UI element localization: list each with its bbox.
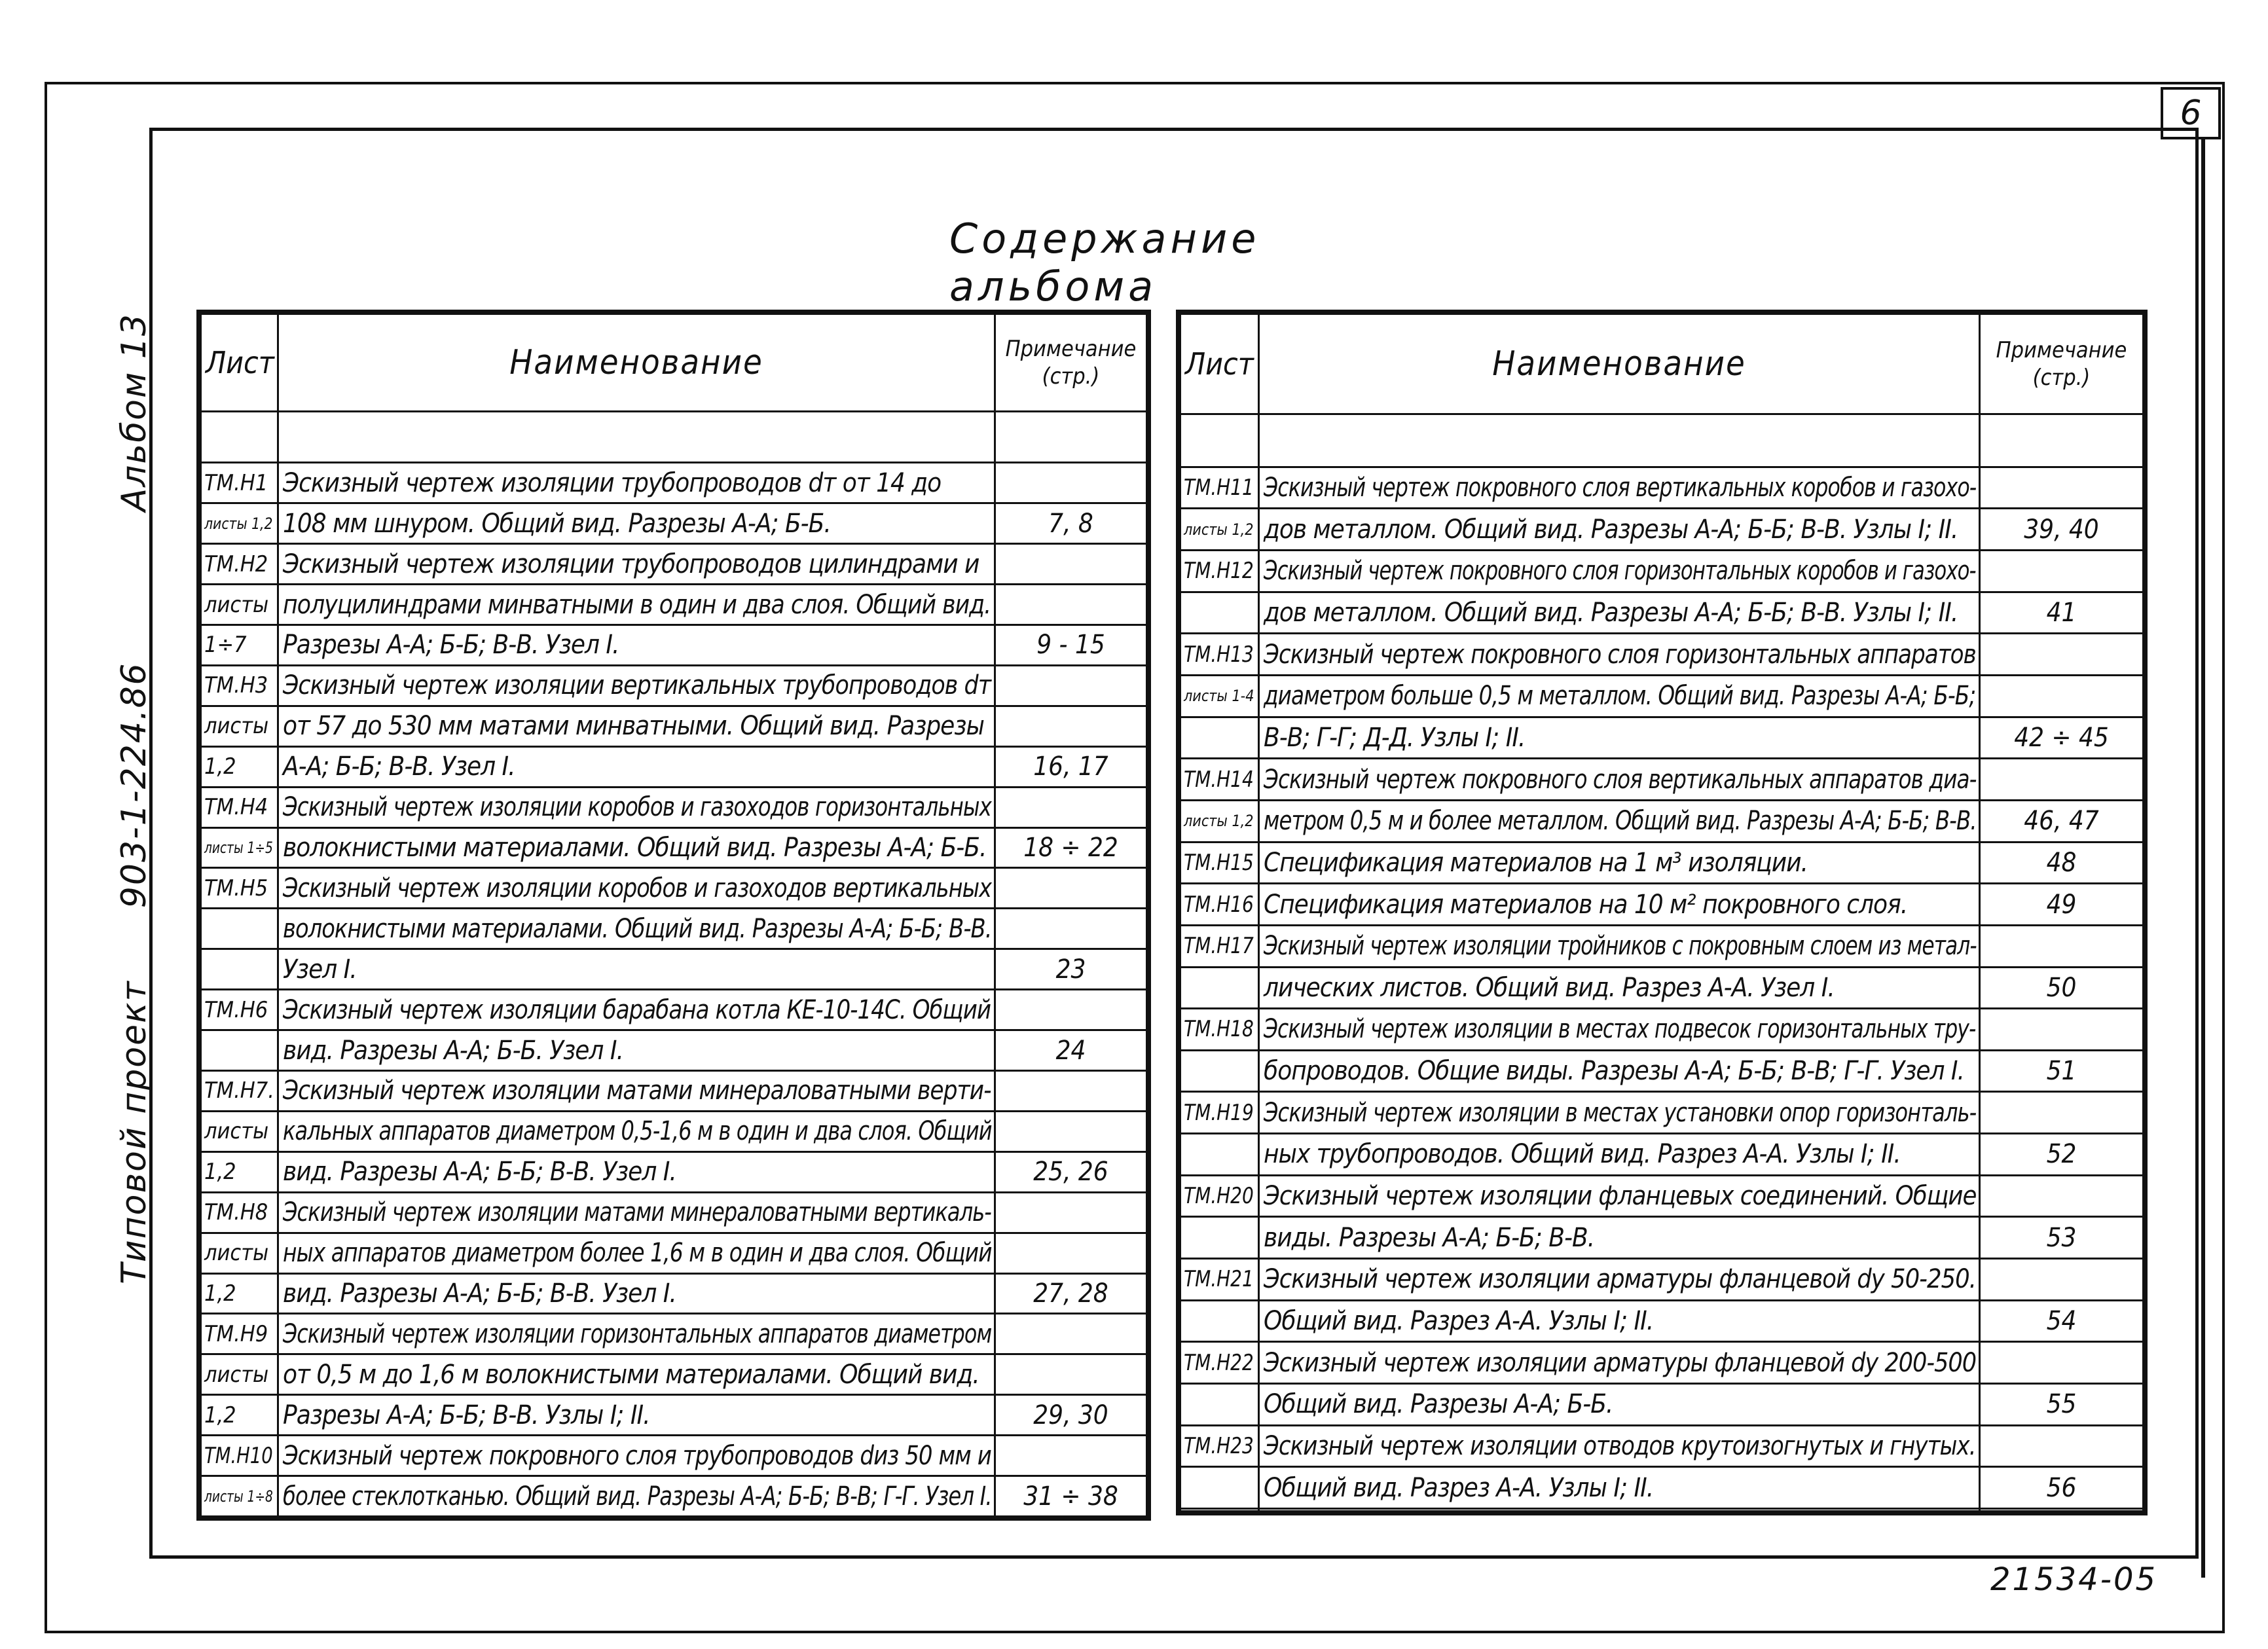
- row-name: ных трубопроводов. Общий вид. Разрез А-А. Узлы I; II.: [1259, 1134, 1980, 1176]
- table-row: [201, 1436, 1147, 1476]
- table-row: [201, 503, 1147, 544]
- row-note: [1980, 1009, 2144, 1051]
- row-name: Эскизный чертеж изоляции барабана котла КЕ-10-14С. Общий: [278, 990, 995, 1030]
- row-name: бопроводов. Общие виды. Разрезы А-А; Б-Б; В-В; Г-Г. Узел I.: [1259, 1050, 1980, 1092]
- table-row: [1180, 1467, 2144, 1509]
- table-row: [1180, 509, 2144, 551]
- row-note: 53: [1980, 1217, 2144, 1259]
- row-note: 9 - 15: [995, 625, 1147, 666]
- row-sheet: ТМ.Н19: [1180, 1092, 1259, 1134]
- row-sheet: 1,2: [201, 1395, 278, 1436]
- row-note: 56: [1980, 1467, 2144, 1509]
- row-name: А-А; Б-Б; В-В. Узел I.: [278, 746, 995, 787]
- table-row: [201, 1071, 1147, 1112]
- row-note: [1980, 1092, 2144, 1134]
- table-row: [1180, 842, 2144, 884]
- row-sheet: ТМ.Н14: [1180, 759, 1259, 801]
- row-sheet: [1180, 1467, 1259, 1509]
- row-sheet: ТМ.Н8: [201, 1192, 278, 1233]
- row-sheet: ТМ.Н5: [201, 868, 278, 909]
- row-name: [1259, 1508, 1980, 1511]
- row-sheet: ТМ.Н12: [1180, 551, 1259, 592]
- row-sheet: ТМ.Н23: [1180, 1425, 1259, 1467]
- table-row: [1180, 1300, 2144, 1342]
- header-note-line2: (стр.): [2032, 365, 2091, 391]
- row-sheet: ТМ.Н1: [201, 463, 278, 503]
- row-name: Эскизный чертеж изоляции коробов и газоходов вертикальных: [278, 868, 995, 909]
- row-name: Общий вид. Разрез А-А. Узлы I; II.: [1259, 1300, 1980, 1342]
- row-sheet: [1180, 1134, 1259, 1176]
- row-note: [1980, 925, 2144, 967]
- row-name: Эскизный чертеж изоляции в местах подвесок горизонтальных тру-: [1259, 1009, 1980, 1051]
- table-row: [1180, 1092, 2144, 1134]
- table-row: [201, 868, 1147, 909]
- row-name: от 57 до 530 мм матами минватными. Общий вид. Разрезы: [278, 706, 995, 746]
- row-sheet: ТМ.Н18: [1180, 1009, 1259, 1051]
- table-row: [1180, 1009, 2144, 1051]
- row-name: Эскизный чертеж покровного слоя трубопроводов dиз 50 мм и: [278, 1436, 995, 1476]
- row-note: [995, 463, 1147, 503]
- row-name: волокнистыми материалами. Общий вид. Разрезы А-А; Б-Б.: [278, 827, 995, 868]
- row-note: 16, 17: [995, 746, 1147, 787]
- row-note: 54: [1980, 1300, 2144, 1342]
- row-sheet: 1,2: [201, 1151, 278, 1192]
- page-number-box: [2161, 87, 2221, 139]
- row-note: 18 ÷ 22: [995, 827, 1147, 868]
- table-row: [1180, 592, 2144, 634]
- row-note: [995, 1111, 1147, 1151]
- table-row: [1180, 1050, 2144, 1092]
- table-row: [201, 787, 1147, 827]
- row-name: вид. Разрезы А-А; Б-Б. Узел I.: [278, 1030, 995, 1071]
- row-sheet: 1,2: [201, 1273, 278, 1314]
- row-name: Эскизный чертеж покровного слоя горизонтальных коробов и газохо-: [1259, 551, 1980, 592]
- row-sheet: [1180, 1508, 1259, 1511]
- row-note: [995, 1071, 1147, 1112]
- project-label: Типовой проект: [115, 980, 154, 1284]
- row-note: [995, 1314, 1147, 1354]
- row-name: Эскизный чертеж покровного слоя вертикальных коробов и газохо-: [1259, 467, 1980, 509]
- row-note: [1980, 467, 2144, 509]
- row-note: [1980, 1258, 2144, 1300]
- table-row: [201, 463, 1147, 503]
- toc-left-grid: [200, 313, 1148, 1517]
- row-note: [1980, 759, 2144, 801]
- header-note-line2: (стр.): [1042, 363, 1100, 390]
- table-row: [201, 1314, 1147, 1354]
- row-note: [1980, 1342, 2144, 1384]
- row-sheet: [1180, 967, 1259, 1009]
- row-note: [995, 1354, 1147, 1395]
- row-sheet: ТМ.Н20: [1180, 1175, 1259, 1217]
- table-row: [1180, 1508, 2144, 1511]
- row-sheet: ТМ.Н22: [1180, 1342, 1259, 1384]
- row-name: диаметром больше 0,5 м металлом. Общий вид. Разрезы А-А; Б-Б;: [1259, 676, 1980, 717]
- row-note: [995, 1436, 1147, 1476]
- row-note: [995, 665, 1147, 706]
- row-sheet: листы 1÷8: [201, 1476, 278, 1517]
- header-sheet: Лист: [201, 314, 278, 412]
- row-sheet: листы: [201, 1111, 278, 1151]
- table-row: [1180, 759, 2144, 801]
- row-name: вид. Разрезы А-А; Б-Б; В-В. Узел I.: [278, 1151, 995, 1192]
- row-sheet: ТМ.Н4: [201, 787, 278, 827]
- row-name: Эскизный чертеж покровного слоя вертикальных аппаратов диа-: [1259, 759, 1980, 801]
- table-row: [1180, 1134, 2144, 1176]
- table-row: [1180, 467, 2144, 509]
- row-note: 52: [1980, 1134, 2144, 1176]
- row-note: 55: [1980, 1383, 2144, 1425]
- row-note: 51: [1980, 1050, 2144, 1092]
- row-sheet: ТМ.Н13: [1180, 634, 1259, 676]
- header-name: Наименование: [1259, 314, 1980, 414]
- row-note: [1980, 1175, 2144, 1217]
- row-name: ных аппаратов диаметром более 1,6 м в один и два слоя. Общий: [278, 1233, 995, 1273]
- row-note: 31 ÷ 38: [995, 1476, 1147, 1517]
- table-row: [201, 1476, 1147, 1517]
- row-sheet: ТМ.Н10: [201, 1436, 278, 1476]
- row-name: Спецификация материалов на 10 м² покровного слоя.: [1259, 884, 1980, 926]
- row-note: [1980, 1425, 2144, 1467]
- row-sheet: [1180, 592, 1259, 634]
- row-sheet: ТМ.Н2: [201, 544, 278, 585]
- row-note: [1980, 1508, 2144, 1511]
- page-title: Содержание альбома: [949, 215, 1260, 310]
- row-name: Эскизный чертеж изоляции матами минераловатными верти-: [278, 1071, 995, 1112]
- row-name: Узел I.: [278, 949, 995, 990]
- row-name: Общий вид. Разрезы А-А; Б-Б.: [1259, 1383, 1980, 1425]
- project-code: 903-1-224.86: [115, 662, 154, 909]
- row-name: Эскизный чертеж изоляции коробов и газоходов горизонтальных: [278, 787, 995, 827]
- row-name: Спецификация материалов на 1 м³ изоляции.: [1259, 842, 1980, 884]
- row-sheet: [201, 1030, 278, 1071]
- album-label: Альбом 13: [115, 313, 154, 512]
- row-name: Эскизный чертеж изоляции арматуры фланцевой dу 50-250.: [1259, 1258, 1980, 1300]
- table-row-blank: [1180, 414, 2144, 467]
- row-sheet: листы 1÷5: [201, 827, 278, 868]
- row-note: [995, 787, 1147, 827]
- page-number: 6: [2180, 94, 2202, 133]
- table-row: [201, 1192, 1147, 1233]
- table-row: [1180, 1342, 2144, 1384]
- table-header-row: [1180, 314, 2144, 414]
- table-row: [201, 706, 1147, 746]
- row-note: [995, 706, 1147, 746]
- row-note: 48: [1980, 842, 2144, 884]
- row-name: от 0,5 м до 1,6 м волокнистыми материалами. Общий вид.: [278, 1354, 995, 1395]
- frame-edge-line: [2201, 137, 2205, 1578]
- row-name: Эскизный чертеж изоляции отводов крутоизогнутых и гнутых.: [1259, 1425, 1980, 1467]
- table-row: [1180, 884, 2144, 926]
- header-name: Наименование: [278, 314, 995, 412]
- table-row: [201, 1111, 1147, 1151]
- row-sheet: [1180, 1050, 1259, 1092]
- table-row: [1180, 676, 2144, 717]
- row-name: кальных аппаратов диаметром 0,5-1,6 м в один и два слоя. Общий: [278, 1111, 995, 1151]
- row-name: Эскизный чертеж изоляции трубопроводов цилиндрами и: [278, 544, 995, 585]
- side-label: [115, 313, 154, 1284]
- row-sheet: листы 1,2: [201, 503, 278, 544]
- row-name: Разрезы А-А; Б-Б; В-В. Узел I.: [278, 625, 995, 666]
- row-sheet: [1180, 717, 1259, 759]
- row-sheet: листы 1,2: [1180, 800, 1259, 842]
- table-row: [201, 544, 1147, 585]
- row-sheet: 1,2: [201, 746, 278, 787]
- row-note: 27, 28: [995, 1273, 1147, 1314]
- row-sheet: ТМ.Н17: [1180, 925, 1259, 967]
- row-sheet: листы 1-4: [1180, 676, 1259, 717]
- row-sheet: листы: [201, 585, 278, 625]
- row-sheet: ТМ.Н21: [1180, 1258, 1259, 1300]
- header-note: [1980, 314, 2144, 414]
- row-name: виды. Разрезы А-А; Б-Б; В-В.: [1259, 1217, 1980, 1259]
- row-note: [995, 544, 1147, 585]
- row-name: лических листов. Общий вид. Разрез А-А. Узел I.: [1259, 967, 1980, 1009]
- row-sheet: [201, 909, 278, 949]
- row-note: [1980, 634, 2144, 676]
- row-name: волокнистыми материалами. Общий вид. Разрезы А-А; Б-Б; В-В.: [278, 909, 995, 949]
- row-sheet: листы: [201, 1233, 278, 1273]
- header-note-line1: Примечание: [1996, 337, 2127, 364]
- row-name: Эскизный чертеж изоляции матами минераловатными вертикаль-: [278, 1192, 995, 1233]
- row-name: Общий вид. Разрез А-А. Узлы I; II.: [1259, 1467, 1980, 1509]
- row-note: 46, 47: [1980, 800, 2144, 842]
- row-note: 23: [995, 949, 1147, 990]
- table-row: [1180, 634, 2144, 676]
- header-note-line1: Примечание: [1005, 336, 1137, 363]
- row-note: 41: [1980, 592, 2144, 634]
- row-sheet: ТМ.Н11: [1180, 467, 1259, 509]
- row-note: [995, 868, 1147, 909]
- toc-right-grid: [1179, 313, 2144, 1512]
- table-row: [201, 909, 1147, 949]
- row-name: Эскизный чертеж покровного слоя горизонтальных аппаратов: [1259, 634, 1980, 676]
- row-note: [995, 1233, 1147, 1273]
- row-note: 24: [995, 1030, 1147, 1071]
- row-name: полуцилиндрами минватными в один и два слоя. Общий вид.: [278, 585, 995, 625]
- row-name: Эскизный чертеж изоляции горизонтальных аппаратов диаметром: [278, 1314, 995, 1354]
- row-sheet: ТМ.Н16: [1180, 884, 1259, 926]
- row-note: 29, 30: [995, 1395, 1147, 1436]
- row-name: дов металлом. Общий вид. Разрезы А-А; Б-Б; В-В. Узлы I; II.: [1259, 592, 1980, 634]
- row-name: Эскизный чертеж изоляции в местах установки опор горизонталь-: [1259, 1092, 1980, 1134]
- row-name: дов металлом. Общий вид. Разрезы А-А; Б-Б; В-В. Узлы I; II.: [1259, 509, 1980, 551]
- row-sheet: листы: [201, 706, 278, 746]
- row-note: 42 ÷ 45: [1980, 717, 2144, 759]
- table-row: [201, 1030, 1147, 1071]
- table-row: [201, 1273, 1147, 1314]
- table-row: [201, 625, 1147, 666]
- row-note: 49: [1980, 884, 2144, 926]
- table-row: [201, 1151, 1147, 1192]
- table-header-row: [201, 314, 1147, 412]
- row-sheet: 1÷7: [201, 625, 278, 666]
- row-sheet: ТМ.Н9: [201, 1314, 278, 1354]
- row-note: [995, 990, 1147, 1030]
- row-sheet: листы 1,2: [1180, 509, 1259, 551]
- header-note: [995, 314, 1147, 412]
- table-row: [201, 746, 1147, 787]
- table-row: [201, 1395, 1147, 1436]
- table-row: [1180, 800, 2144, 842]
- row-name: метром 0,5 м и более металлом. Общий вид. Разрезы А-А; Б-Б; В-В.: [1259, 800, 1980, 842]
- row-sheet: [201, 949, 278, 990]
- row-name: Эскизный чертеж изоляции трубопроводов dт от 14 до: [278, 463, 995, 503]
- row-sheet: [1180, 1217, 1259, 1259]
- row-name: 108 мм шнуром. Общий вид. Разрезы А-А; Б-Б.: [278, 503, 995, 544]
- row-sheet: листы: [201, 1354, 278, 1395]
- table-row: [201, 827, 1147, 868]
- row-note: 39, 40: [1980, 509, 2144, 551]
- table-row: [1180, 717, 2144, 759]
- row-name: вид. Разрезы А-А; Б-Б; В-В. Узел I.: [278, 1273, 995, 1314]
- row-name: Эскизный чертеж изоляции тройников с покровным слоем из метал-: [1259, 925, 1980, 967]
- row-name: Эскизный чертеж изоляции фланцевых соединений. Общие: [1259, 1175, 1980, 1217]
- row-name: Разрезы А-А; Б-Б; В-В. Узлы I; II.: [278, 1395, 995, 1436]
- table-row: [201, 990, 1147, 1030]
- table-row: [201, 949, 1147, 990]
- row-sheet: ТМ.Н7.: [201, 1071, 278, 1112]
- row-name: более стеклотканью. Общий вид. Разрезы А-А; Б-Б; В-В; Г-Г. Узел I.: [278, 1476, 995, 1517]
- row-name: Эскизный чертеж изоляции арматуры фланцевой dу 200-500: [1259, 1342, 1980, 1384]
- table-row: [201, 1354, 1147, 1395]
- row-note: [995, 1192, 1147, 1233]
- row-note: [1980, 551, 2144, 592]
- row-sheet: ТМ.Н3: [201, 665, 278, 706]
- table-row-blank: [201, 412, 1147, 463]
- table-row: [1180, 551, 2144, 592]
- document-code: 21534-05: [1990, 1561, 2158, 1598]
- table-row: [1180, 925, 2144, 967]
- row-note: [995, 909, 1147, 949]
- row-name: В-В; Г-Г; Д-Д. Узлы I; II.: [1259, 717, 1980, 759]
- row-note: 25, 26: [995, 1151, 1147, 1192]
- row-note: [1980, 676, 2144, 717]
- row-sheet: [1180, 1300, 1259, 1342]
- table-row: [1180, 1175, 2144, 1217]
- toc-table-right: [1176, 310, 2148, 1515]
- row-sheet: [1180, 1383, 1259, 1425]
- table-row: [1180, 967, 2144, 1009]
- table-row: [201, 665, 1147, 706]
- row-name: Эскизный чертеж изоляции вертикальных трубопроводов dт: [278, 665, 995, 706]
- table-row: [1180, 1425, 2144, 1467]
- table-row: [201, 585, 1147, 625]
- toc-table-left: [196, 310, 1151, 1521]
- row-note: 7, 8: [995, 503, 1147, 544]
- row-sheet: ТМ.Н15: [1180, 842, 1259, 884]
- table-row: [1180, 1258, 2144, 1300]
- table-row: [201, 1233, 1147, 1273]
- table-row: [1180, 1383, 2144, 1425]
- row-note: [995, 585, 1147, 625]
- row-sheet: ТМ.Н6: [201, 990, 278, 1030]
- row-note: 50: [1980, 967, 2144, 1009]
- table-row: [1180, 1217, 2144, 1259]
- header-sheet: Лист: [1180, 314, 1259, 414]
